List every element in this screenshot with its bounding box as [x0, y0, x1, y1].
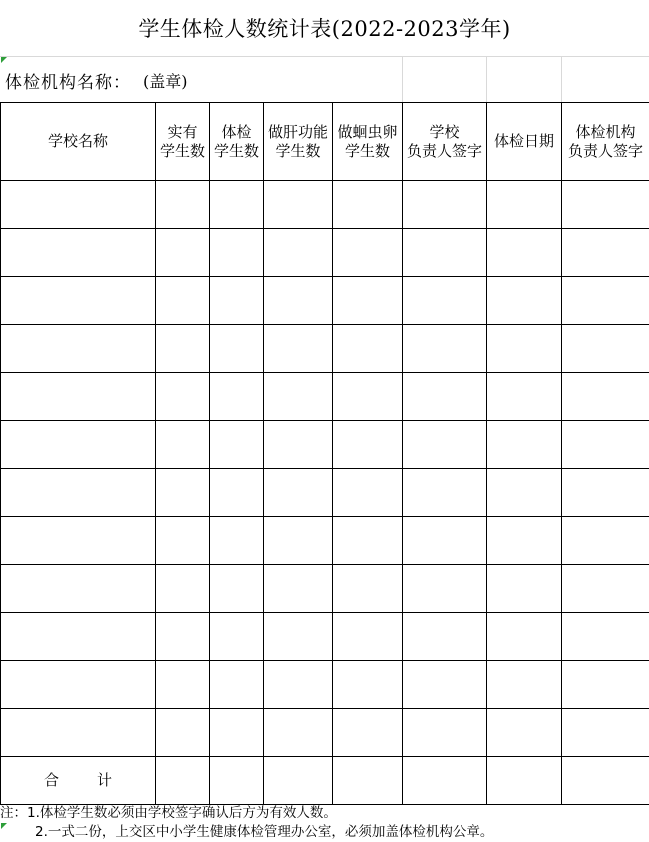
table-cell[interactable]	[1, 373, 156, 421]
table-row	[1, 517, 649, 565]
table-cell[interactable]	[264, 613, 333, 661]
table-cell[interactable]	[156, 517, 210, 565]
table-cell[interactable]	[264, 757, 333, 805]
table-cell[interactable]	[333, 373, 403, 421]
table-cell[interactable]	[487, 613, 562, 661]
table-cell[interactable]	[562, 469, 649, 517]
table-cell[interactable]	[210, 373, 264, 421]
table-cell[interactable]	[403, 565, 487, 613]
table-cell[interactable]	[1, 613, 156, 661]
table-cell[interactable]	[210, 757, 264, 805]
table-cell[interactable]	[403, 709, 487, 757]
table-cell[interactable]	[562, 517, 649, 565]
table-cell[interactable]	[562, 661, 649, 709]
table-row	[1, 421, 649, 469]
table-cell[interactable]	[210, 277, 264, 325]
page-title: 学生体检人数统计表(2022-2023学年)	[138, 17, 511, 41]
table-cell[interactable]	[210, 517, 264, 565]
table-cell[interactable]	[264, 373, 333, 421]
table-cell[interactable]	[156, 325, 210, 373]
table-cell[interactable]	[487, 325, 562, 373]
table-cell[interactable]	[487, 181, 562, 229]
table-cell[interactable]	[487, 757, 562, 805]
table-row	[1, 709, 649, 757]
table-cell[interactable]	[333, 229, 403, 277]
table-cell[interactable]	[562, 181, 649, 229]
institution-name-label: 体检机构名称：	[5, 72, 131, 93]
table-cell[interactable]	[210, 229, 264, 277]
table-cell[interactable]	[333, 421, 403, 469]
table-cell[interactable]	[264, 517, 333, 565]
table-cell[interactable]	[562, 373, 649, 421]
table-cell[interactable]	[562, 325, 649, 373]
column-header: 体检机构 负责人签字	[562, 103, 649, 181]
note-line-2: 2.一式二份，上交区中小学生健康体检管理办公室，必须加盖体检机构公章。	[35, 824, 494, 840]
table-row	[1, 373, 649, 421]
table-cell[interactable]	[403, 181, 487, 229]
column-header: 学校 负责人签字	[403, 103, 487, 181]
notes	[0, 804, 649, 842]
table-cell[interactable]	[487, 661, 562, 709]
table-cell[interactable]	[210, 421, 264, 469]
table-cell[interactable]	[403, 517, 487, 565]
gridline	[0, 56, 649, 57]
table-row	[1, 325, 649, 373]
table-cell[interactable]	[264, 229, 333, 277]
table-cell[interactable]	[156, 757, 210, 805]
table-cell[interactable]	[156, 277, 210, 325]
total-label-cell	[1, 757, 156, 805]
table-cell[interactable]	[264, 709, 333, 757]
header-row	[1, 103, 649, 181]
table-cell[interactable]	[1, 661, 156, 709]
column-header: 做蛔虫卵 学生数	[333, 103, 403, 181]
table-cell[interactable]	[403, 373, 487, 421]
table-cell[interactable]	[487, 517, 562, 565]
table-cell[interactable]	[1, 181, 156, 229]
table-cell[interactable]	[487, 709, 562, 757]
table-cell[interactable]	[1, 709, 156, 757]
table-cell[interactable]	[210, 325, 264, 373]
table-cell[interactable]	[403, 661, 487, 709]
table-cell[interactable]	[1, 565, 156, 613]
table-cell[interactable]	[487, 469, 562, 517]
table-cell[interactable]	[333, 469, 403, 517]
table-cell[interactable]	[403, 229, 487, 277]
column-header: 学校名称	[1, 103, 156, 181]
statistics-table	[0, 102, 649, 805]
table-cell[interactable]	[333, 613, 403, 661]
total-label: 合计	[43, 771, 150, 789]
table-cell[interactable]	[333, 325, 403, 373]
table-row	[1, 469, 649, 517]
table-cell[interactable]	[210, 565, 264, 613]
table-cell[interactable]	[333, 757, 403, 805]
table-cell[interactable]	[333, 277, 403, 325]
gridline	[561, 56, 562, 102]
table-row	[1, 613, 649, 661]
table-cell[interactable]	[264, 181, 333, 229]
table-cell[interactable]	[487, 421, 562, 469]
column-header: 做肝功能 学生数	[264, 103, 333, 181]
table-cell[interactable]	[403, 613, 487, 661]
table-cell[interactable]	[562, 565, 649, 613]
table-cell[interactable]	[487, 277, 562, 325]
table-row	[1, 181, 649, 229]
table-cell[interactable]	[156, 469, 210, 517]
table-cell[interactable]	[1, 277, 156, 325]
table-cell[interactable]	[210, 661, 264, 709]
column-header: 体检 学生数	[210, 103, 264, 181]
table-cell[interactable]	[562, 277, 649, 325]
table-cell[interactable]	[333, 661, 403, 709]
table-cell[interactable]	[1, 517, 156, 565]
table-cell[interactable]	[333, 517, 403, 565]
table-cell[interactable]	[156, 613, 210, 661]
gridline	[486, 56, 487, 102]
table-cell[interactable]	[562, 229, 649, 277]
table-cell[interactable]	[156, 373, 210, 421]
table-row	[1, 661, 649, 709]
table-cell[interactable]	[210, 181, 264, 229]
table-cell[interactable]	[333, 565, 403, 613]
table-cell[interactable]	[156, 181, 210, 229]
table-cell[interactable]	[210, 469, 264, 517]
table-cell[interactable]	[403, 421, 487, 469]
table-cell[interactable]	[562, 421, 649, 469]
table-cell[interactable]	[156, 709, 210, 757]
table-cell[interactable]	[487, 565, 562, 613]
table-cell[interactable]	[487, 229, 562, 277]
column-header: 实有 学生数	[156, 103, 210, 181]
table-cell[interactable]	[487, 373, 562, 421]
table-cell[interactable]	[1, 325, 156, 373]
table-cell[interactable]	[264, 277, 333, 325]
table-cell[interactable]	[210, 613, 264, 661]
table-cell[interactable]	[210, 709, 264, 757]
table-cell[interactable]	[562, 613, 649, 661]
table-cell[interactable]	[156, 229, 210, 277]
table-row	[1, 277, 649, 325]
table-cell[interactable]	[1, 229, 156, 277]
total-row	[1, 757, 649, 805]
table-cell[interactable]	[156, 565, 210, 613]
table-row	[1, 565, 649, 613]
table-cell[interactable]	[333, 181, 403, 229]
institution-name-row[interactable]	[5, 60, 188, 100]
table-row	[1, 229, 649, 277]
table-cell[interactable]	[562, 709, 649, 757]
table-cell[interactable]	[1, 421, 156, 469]
table-cell[interactable]	[1, 469, 156, 517]
table-cell[interactable]	[264, 661, 333, 709]
table-cell[interactable]	[403, 277, 487, 325]
gridline	[402, 56, 403, 102]
table-cell[interactable]	[403, 325, 487, 373]
table-cell[interactable]	[562, 757, 649, 805]
table-cell[interactable]	[264, 469, 333, 517]
table-cell[interactable]	[333, 709, 403, 757]
stamp-note: (盖章)	[143, 71, 188, 91]
table-cell[interactable]	[156, 421, 210, 469]
table-cell[interactable]	[264, 565, 333, 613]
table-cell[interactable]	[403, 469, 487, 517]
note-line-1: 注：1.体检学生数必须由学校签字确认后方为有效人数。	[0, 805, 337, 821]
table-cell[interactable]	[264, 421, 333, 469]
column-header: 体检日期	[487, 103, 562, 181]
table-cell[interactable]	[264, 325, 333, 373]
table-cell[interactable]	[156, 661, 210, 709]
table-cell[interactable]	[403, 757, 487, 805]
